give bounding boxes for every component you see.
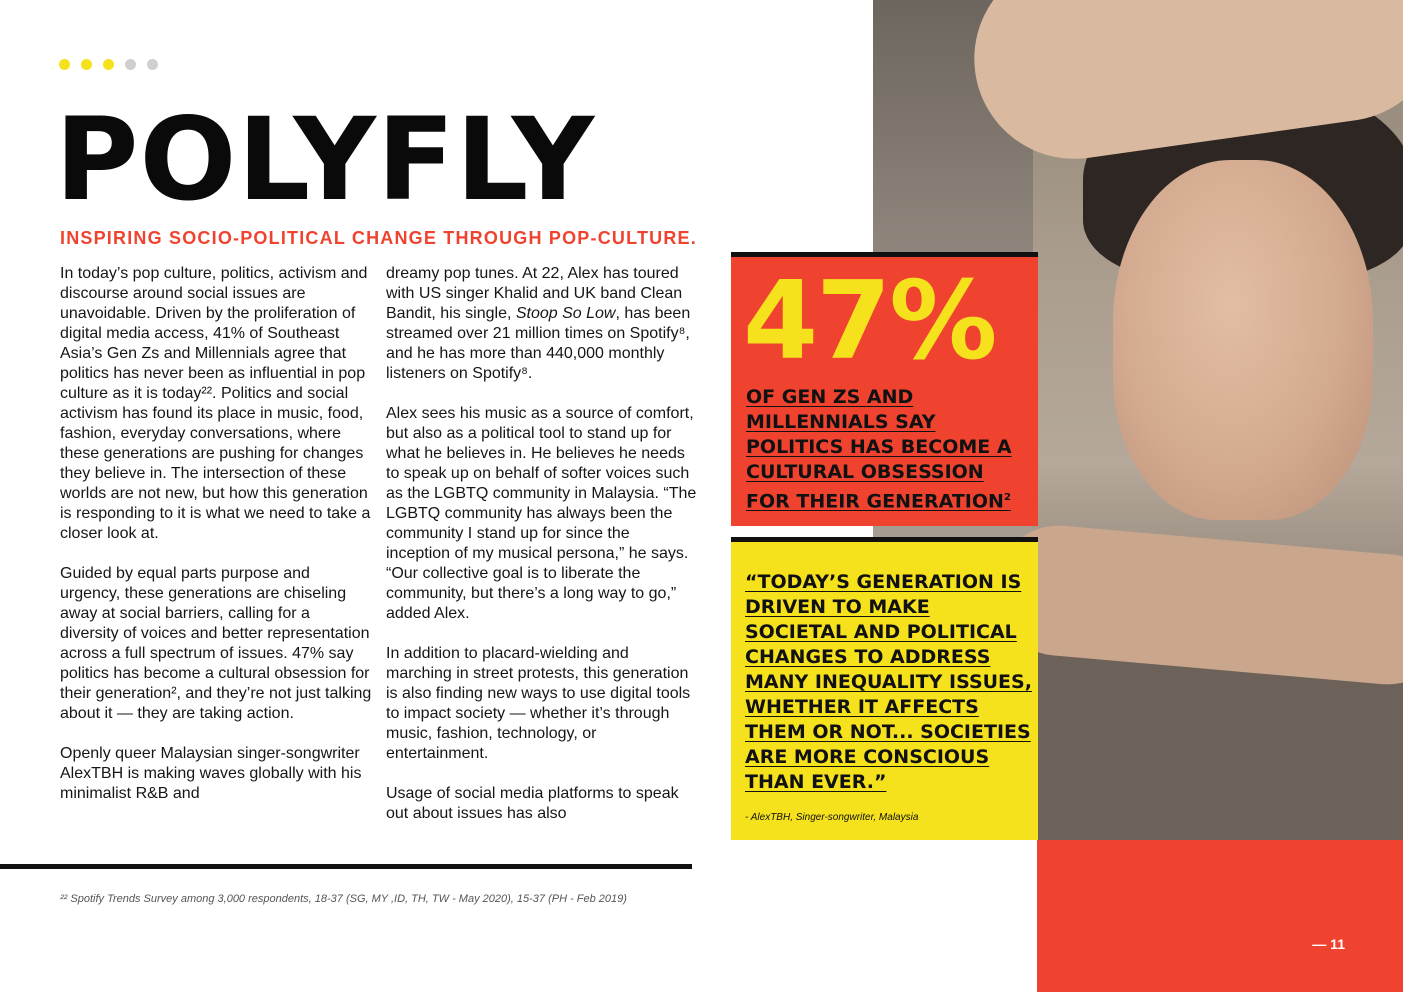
body-paragraph: Alex sees his music as a source of comfort, but also as a political tool to stand up for what he believes in. He believes he needs to speak up on behalf of softer voices such as the LGBTQ community in Malaysia. “The LGBTQ community has always been the community I stand up for since the inception of my musical persona,” he says. “Our collective goal is to liberate the community, but there’s a long way to go,” added Alex. (386, 405, 697, 622)
progress-dot (81, 59, 92, 70)
progress-dot (59, 59, 70, 70)
body-paragraph: Usage of social media platforms to speak out about issues has also (386, 785, 679, 822)
footnote: ²² Spotify Trends Survey among 3,000 respondents, 18-37 (SG, MY ,ID, TH, TW - May 2020), 15-37 (PH - Feb 2019) (60, 893, 627, 905)
stat-ref: 2 (1003, 492, 1011, 503)
page-subtitle: INSPIRING SOCIO-POLITICAL CHANGE THROUGH POP-CULTURE. (60, 228, 697, 248)
song-title: Stoop So Low (515, 305, 616, 322)
divider (0, 864, 692, 869)
body-paragraph: In addition to placard-wielding and marching in street protests, this generation is also finding new ways to use digital tools to impact society — whether it’s through music, fashion, technology, or entertainment. (386, 645, 691, 762)
body-paragraph: In today’s pop culture, politics, activism and discourse around social issues are unavoidable. Driven by the proliferation of digital media access, 41% of Southeast Asia’s Gen Zs and Millennials agree that politics has never been as influential in pop culture as it is today²². Politics and social activism has found its place in music, food, fashion, everyday conversations, where these generations are pushing for changes they believe in. The intersection of these worlds are not new, but how this generation is responding to it is what we need to take a closer look at. (60, 265, 371, 542)
body-paragraph (386, 264, 698, 384)
stat-callout (731, 252, 1038, 526)
quote-attribution: - AlexTBH, Singer-songwriter, Malaysia (745, 812, 919, 823)
page-number: — 11 (1312, 936, 1345, 952)
progress-dot (147, 59, 158, 70)
body-column-2 (386, 264, 698, 844)
quote-callout (731, 537, 1038, 840)
progress-dot (103, 59, 114, 70)
body-column-1 (60, 264, 372, 824)
stat-value: 47% (743, 259, 996, 384)
progress-dots (59, 59, 158, 70)
page-title: POLYFLY (55, 93, 596, 226)
body-paragraph: Guided by equal parts purpose and urgency, these generations are chiseling away at social barriers, calling for a diversity of voices and better representation across a full spectrum of issues. 47% say politics has become a cultural obsession for their generation², and they’re not just talking about it — they are taking action. (60, 565, 372, 722)
progress-dot (125, 59, 136, 70)
body-text: dreamy pop tunes. At 22, Alex has toured with US singer Khalid and UK band Clean Bandit, his single, (386, 265, 683, 322)
body-paragraph: Openly queer Malaysian singer-songwriter AlexTBH is making waves globally with his minimalist R&B and (60, 745, 362, 802)
accent-block (1037, 840, 1403, 992)
body-text: , has been streamed over 21 million times on Spotify⁸, and he has more than 440,000 monthly listeners on Spotify⁸. (386, 305, 691, 382)
stat-text: OF GEN ZS AND MILLENNIALS SAY POLITICS HAS BECOME A CULTURAL OBSESSION FOR THEIR GENERATION (746, 386, 1012, 513)
stat-description (746, 385, 1031, 514)
quote-text: “TODAY’S GENERATION IS DRIVEN TO MAKE SOCIETAL AND POLITICAL CHANGES TO ADDRESS MANY INEQUALITY ISSUES, WHETHER IT AFFECTS THEM OR NOT... SOCIETIES ARE MORE CONSCIOUS THAN EVER.” (745, 571, 1032, 793)
